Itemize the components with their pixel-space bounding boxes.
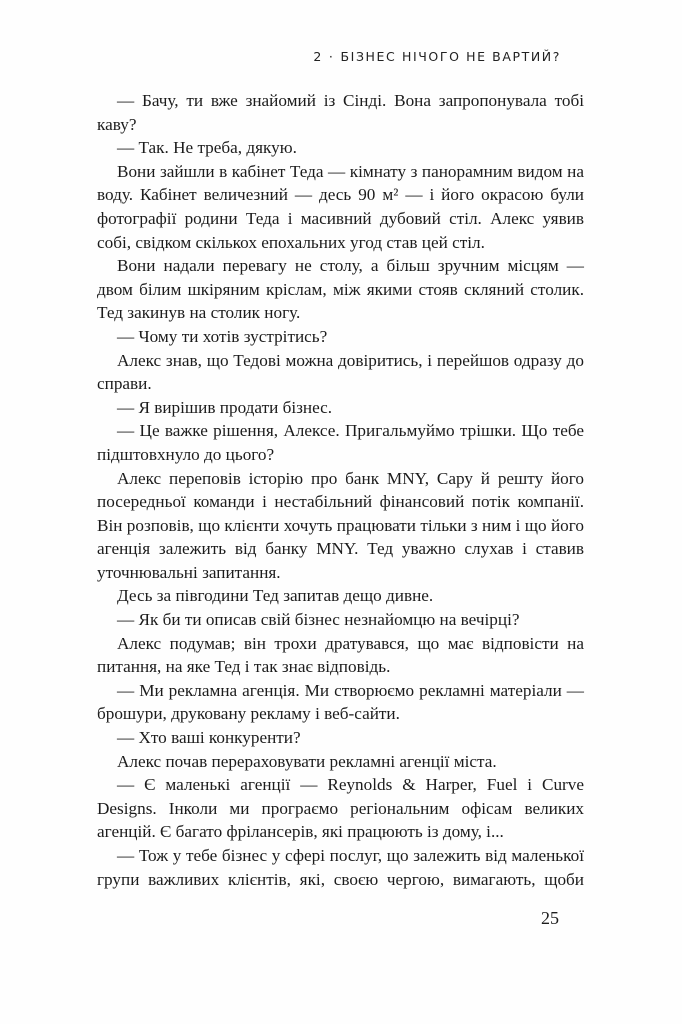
paragraph: Десь за півгодини Тед запитав дещо дивне.: [117, 586, 434, 606]
paragraph: Вони зайшли в кабінет Теда — кімнату з панорамним видом на воду. Кабінет величезний — десь 90 м² — і його окрасою були фотографії родини Теда і масивний дубовий стіл. Алекс уявив собі, свідком скількох епохальних угод став цей стіл.: [97, 161, 584, 252]
paragraph: — Це важке рішення, Алексе. Пригальмуймо трішки. Що тебе підштовхнуло до цього?: [97, 421, 584, 464]
page-number: 25: [541, 908, 559, 928]
header-separator: ·: [328, 49, 335, 64]
paragraph: — Як би ти описав свій бізнес незнайомцю на вечірці?: [117, 610, 520, 630]
paragraph: — Бачу, ти вже знайомий із Сінді. Вона запропонувала тобі каву?: [97, 91, 584, 134]
paragraph: Алекс подумав; він трохи дратувався, що має відповісти на питання, на яке Тед і так знає відповідь.: [97, 633, 584, 677]
paragraph: — Чому ти хотів зустрітись?: [117, 326, 328, 346]
body-text: [97, 89, 584, 891]
paragraph: Алекс знав, що Тедові можна довіритись, і перейшов одразу до справи.: [97, 350, 584, 394]
paragraph: Алекс переповів історію про банк MNY, Сару й решту його посередньої команди і нестабільний фінансовий потік компанії. Він розповів, що клієнти хочуть працювати тільки з ним і що його агенція залежить від банку MNY. Тед уважно слухав і ставив уточнювальні запитання.: [97, 468, 584, 582]
paragraph: — Я вирішив продати бізнес.: [117, 397, 333, 417]
paragraph: — Є маленькі агенції — Reynolds & Harper, Fuel і Curve Designs. Інколи ми програємо регіональним офісам великих агенцій. Є багато фрілансерів, які працюють із дому, і...: [97, 775, 584, 842]
paragraph: Вони надали перевагу не столу, а більш зручним місцям — двом білим шкіряним кріслам, між якими стояв скляний столик. Тед закинув на столик ногу.: [97, 256, 584, 323]
paragraph: Алекс почав перераховувати рекламні агенції міста.: [117, 751, 497, 771]
paragraph: — Тож у тебе бізнес у сфері послуг, що залежить від маленької групи важливих клієнтів, які, своєю чергою, вимагають, щоби: [97, 846, 584, 889]
paragraph: — Хто ваші конкуренти?: [117, 728, 301, 748]
paragraph: — Так. Не треба, дякую.: [117, 138, 297, 158]
chapter-number: 2: [313, 49, 323, 64]
running-header: [313, 49, 561, 64]
chapter-title: БІЗНЕС НІЧОГО НЕ ВАРТИЙ?: [340, 49, 561, 64]
paragraph: — Ми рекламна агенція. Ми створюємо рекламні матеріали — брошури, друковану рекламу і веб-сайти.: [97, 680, 584, 724]
